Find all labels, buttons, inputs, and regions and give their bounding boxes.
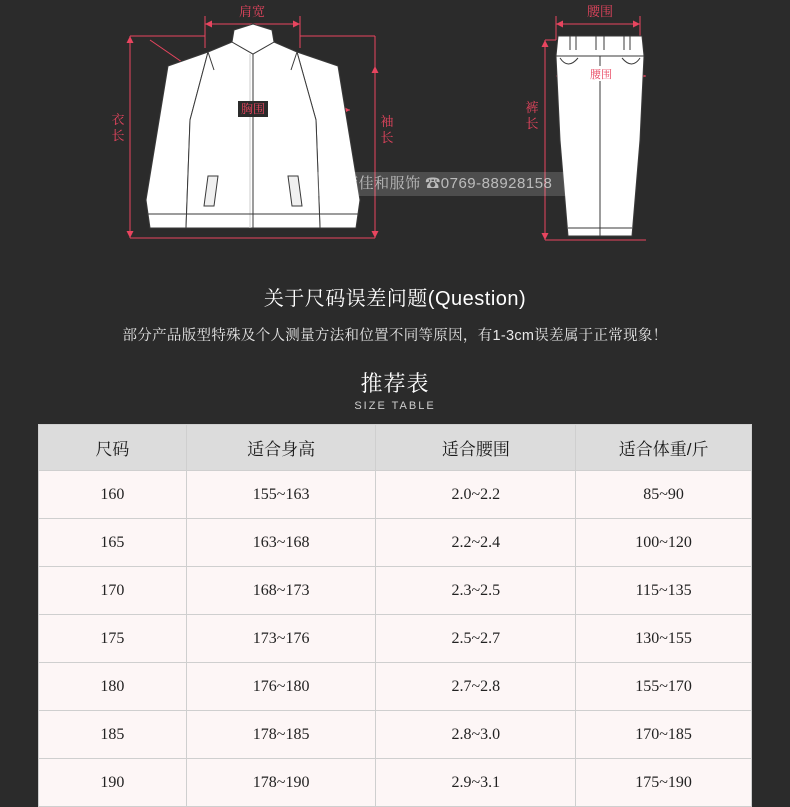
label-sleeve-2: 长 bbox=[380, 130, 394, 145]
column-header-weight: 适合体重/斤 bbox=[576, 425, 752, 471]
table-header-row bbox=[39, 425, 752, 471]
table-row bbox=[39, 711, 752, 759]
table-row bbox=[39, 615, 752, 663]
cell-size: 190 bbox=[39, 759, 187, 807]
cell-waist: 2.0~2.2 bbox=[376, 471, 576, 519]
cell-size: 180 bbox=[39, 663, 187, 711]
table-row bbox=[39, 519, 752, 567]
table-row bbox=[39, 567, 752, 615]
cell-height: 173~176 bbox=[186, 615, 376, 663]
label-waist: 腰围 bbox=[586, 4, 614, 19]
watermark: 东莞佳和服饰 ☎0769-88928158 bbox=[310, 172, 570, 196]
size-table-heading bbox=[0, 367, 790, 412]
table-row bbox=[39, 663, 752, 711]
cell-weight: 155~170 bbox=[576, 663, 752, 711]
column-header-waist: 适合腰围 bbox=[376, 425, 576, 471]
cell-height: 176~180 bbox=[186, 663, 376, 711]
cell-weight: 100~120 bbox=[576, 519, 752, 567]
cell-waist: 2.8~3.0 bbox=[376, 711, 576, 759]
size-table-wrap bbox=[38, 424, 752, 807]
label-shoulder: 肩宽 bbox=[238, 4, 266, 19]
cell-waist: 2.7~2.8 bbox=[376, 663, 576, 711]
cell-height: 168~173 bbox=[186, 567, 376, 615]
cell-height: 163~168 bbox=[186, 519, 376, 567]
question-block bbox=[0, 282, 790, 345]
cell-waist: 2.3~2.5 bbox=[376, 567, 576, 615]
label-sleeve-1: 袖 bbox=[380, 114, 394, 129]
label-pant-length-1: 裤 bbox=[525, 100, 539, 115]
cell-height: 178~185 bbox=[186, 711, 376, 759]
cell-weight: 175~190 bbox=[576, 759, 752, 807]
size-table bbox=[38, 424, 752, 807]
cell-size: 170 bbox=[39, 567, 187, 615]
cell-size: 175 bbox=[39, 615, 187, 663]
size-table-title-cn: 推荐表 bbox=[360, 371, 430, 396]
size-table-title-en: SIZE TABLE bbox=[354, 400, 436, 412]
table-row bbox=[39, 471, 752, 519]
cell-weight: 170~185 bbox=[576, 711, 752, 759]
measurement-diagram bbox=[0, 0, 790, 268]
label-pant-length-2: 长 bbox=[525, 116, 539, 131]
cell-weight: 130~155 bbox=[576, 615, 752, 663]
cell-waist: 2.5~2.7 bbox=[376, 615, 576, 663]
label-coat-length-2: 长 bbox=[111, 128, 125, 143]
cell-waist: 2.2~2.4 bbox=[376, 519, 576, 567]
label-coat-length-1: 衣 bbox=[111, 112, 125, 127]
cell-height: 178~190 bbox=[186, 759, 376, 807]
cell-weight: 115~135 bbox=[576, 567, 752, 615]
table-row bbox=[39, 759, 752, 807]
cell-size: 160 bbox=[39, 471, 187, 519]
cell-weight: 85~90 bbox=[576, 471, 752, 519]
cell-size: 165 bbox=[39, 519, 187, 567]
column-header-size: 尺码 bbox=[39, 425, 187, 471]
diagram-svg bbox=[0, 0, 790, 268]
column-header-height: 适合身高 bbox=[186, 425, 376, 471]
cell-waist: 2.9~3.1 bbox=[376, 759, 576, 807]
cell-size: 185 bbox=[39, 711, 187, 759]
label-chest: 胸围 bbox=[240, 102, 266, 116]
cell-height: 155~163 bbox=[186, 471, 376, 519]
jacket-illustration bbox=[146, 24, 360, 228]
label-waist-inner: 腰围 bbox=[590, 69, 612, 81]
question-subtitle: 部分产品版型特殊及个人测量方法和位置不同等原因，有1-3cm误差属于正常现象！ bbox=[122, 328, 668, 344]
question-title: 关于尺码误差问题(Question) bbox=[263, 288, 527, 310]
